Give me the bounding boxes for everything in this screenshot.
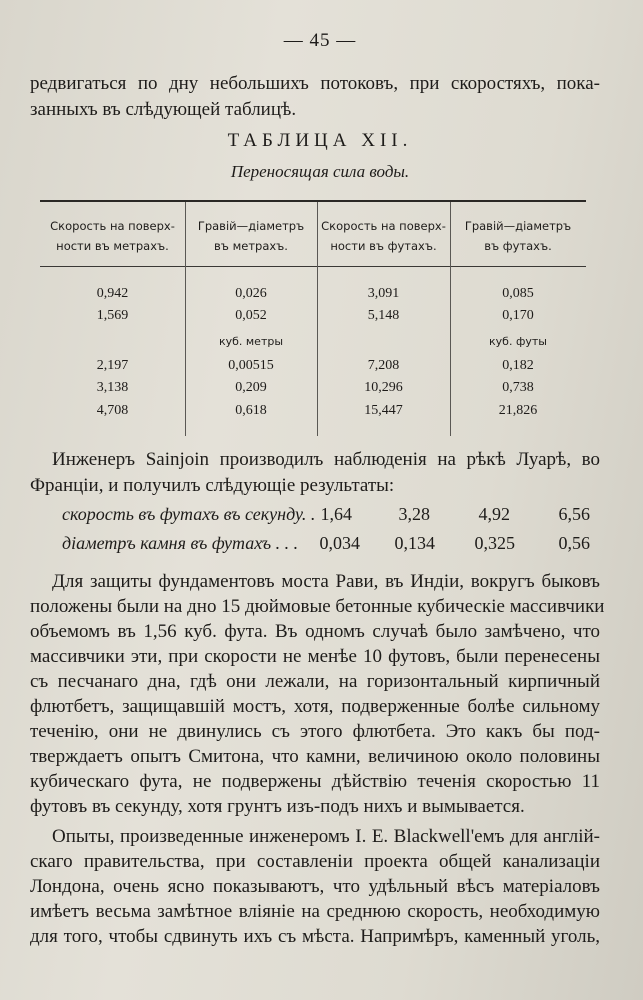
para2-line: массивчики эти, при скорости не менѣе 10 футовъ, были перенесены — [30, 646, 600, 667]
para2-line: Для защиты фундаментовъ моста Рави, въ Индіи, вокругъ быковъ — [52, 571, 600, 592]
intro-line-2: занныхъ въ слѣдующей таблицѣ. — [30, 99, 297, 120]
table-title: ТАБЛИЦА XII. — [227, 130, 413, 151]
table-cell: 0,942 — [96, 286, 129, 301]
table-cell: 0,618 — [235, 403, 267, 418]
intro-line-1: редвигаться по дну небольшихъ потоковъ, при скоростяхъ, пока- — [30, 73, 600, 94]
table-cell: 0,052 — [235, 308, 267, 323]
table-cell: 0,182 — [502, 358, 534, 373]
page-number: — 45 — — [283, 30, 357, 51]
table-cell: 21,826 — [498, 403, 538, 418]
speed-label: скорость въ футахъ въ секунду. . — [62, 504, 316, 524]
table-cell: 0,170 — [502, 308, 534, 323]
table-cell: 3,138 — [96, 380, 129, 395]
table-cell: 4,708 — [96, 403, 129, 418]
table-top-rule — [40, 200, 586, 202]
diameter-value: 0,134 — [394, 533, 435, 553]
para2-line: положены были на дно 15 дюймовые бетонные кубическіе массивчики — [30, 596, 605, 617]
diameter-label: діаметръ камня въ футахъ . . . — [62, 533, 299, 553]
table-cell: 0,209 — [235, 380, 267, 395]
speed-value: 6,56 — [558, 504, 590, 524]
para3-line: для того, чтобы сдвинуть ихъ съ мѣста. Напримѣръ, каменный уголь, — [30, 926, 600, 947]
diameter-value: 0,034 — [319, 533, 360, 553]
unit-label-cubic-meters: куб. метры — [218, 335, 284, 348]
para2-line: объемомъ въ 1,56 куб. фута. Въ одномъ случаѣ было замѣчено, что — [30, 621, 600, 642]
table-cell: 15,447 — [364, 403, 403, 418]
para3-line: Опыты, произведенные инженеромъ I. E. Blackwell'емъ для англій- — [52, 826, 600, 847]
table-cell: 7,208 — [367, 358, 400, 373]
table-cell: 5,148 — [367, 308, 400, 323]
table-cell: 2,197 — [96, 358, 129, 373]
speed-value: 3,28 — [398, 504, 430, 524]
para3-line: имѣетъ весьма замѣтное вліяніе на среднюю скорость, необходимую — [30, 901, 600, 922]
header-col-3-line-2: ности въ футахъ. — [330, 239, 437, 253]
para3-line: скаго правительства, при составленіи проекта общей канализаціи — [30, 851, 600, 872]
para2-line: кубическаго фута, не подвержены дѣйствію теченія скоростью 11 — [30, 771, 600, 792]
table-cell: 10,296 — [364, 380, 403, 395]
para2-line: теченію, они не двинулись съ этого флютбета. Это какъ бы под- — [30, 721, 600, 742]
header-col-4-line-1: Гравій—діаметръ — [464, 219, 572, 233]
para2-line: съ песчанаго дна, гдѣ они лежали, на горизонтальный кирпичный — [30, 671, 600, 692]
table-header-rule — [40, 266, 586, 267]
diameter-value: 0,56 — [558, 533, 590, 553]
header-col-3 — [317, 216, 450, 256]
para1-line-2: Франціи, и получилъ слѣдующіе результаты: — [30, 475, 395, 496]
header-col-1-line-2: ности въ метрахъ. — [56, 239, 169, 253]
unit-label-cubic-feet: куб. футы — [489, 335, 547, 348]
diameter-value: 0,325 — [474, 533, 515, 553]
header-col-4 — [450, 216, 586, 256]
para2-line: флютбетъ, защищавшій мостъ, хотя, подверженные болѣе сильному — [30, 696, 600, 717]
header-col-2-line-1: Гравій—діаметръ — [197, 219, 305, 233]
header-col-2 — [185, 216, 317, 256]
para2-line: футовъ въ секунду, хотя грунтъ изъ-подъ нихъ и вымывается. — [30, 796, 525, 817]
book-page — [30, 0, 610, 1000]
para1-line-1: Инженеръ Sainjoin производилъ наблюденія на рѣкѣ Луарѣ, во — [52, 449, 600, 470]
table-cell: 0,00515 — [228, 358, 274, 373]
table-cell: 0,738 — [502, 380, 534, 395]
header-col-3-line-1: Скорость на поверх- — [321, 219, 446, 233]
table-cell: 1,569 — [96, 308, 129, 323]
data-table — [40, 200, 586, 436]
table-cell: 0,026 — [235, 286, 267, 301]
para2-line: тверждаетъ опытъ Смитона, что камни, величиною около половины — [30, 746, 600, 767]
header-col-1 — [40, 216, 185, 256]
table-cell: 3,091 — [367, 286, 400, 301]
table-cell: 0,085 — [502, 286, 534, 301]
header-col-4-line-2: въ футахъ. — [484, 239, 552, 253]
header-col-1-line-1: Скорость на поверх- — [50, 219, 175, 233]
header-col-2-line-2: въ метрахъ. — [214, 239, 288, 253]
speed-value: 4,92 — [478, 504, 510, 524]
para3-line: Лондона, очень ясно показываютъ, что удѣльный вѣсъ матеріаловъ — [30, 876, 600, 897]
table-subtitle: Переносящая сила воды. — [230, 162, 410, 181]
speed-value: 1,64 — [320, 504, 352, 524]
